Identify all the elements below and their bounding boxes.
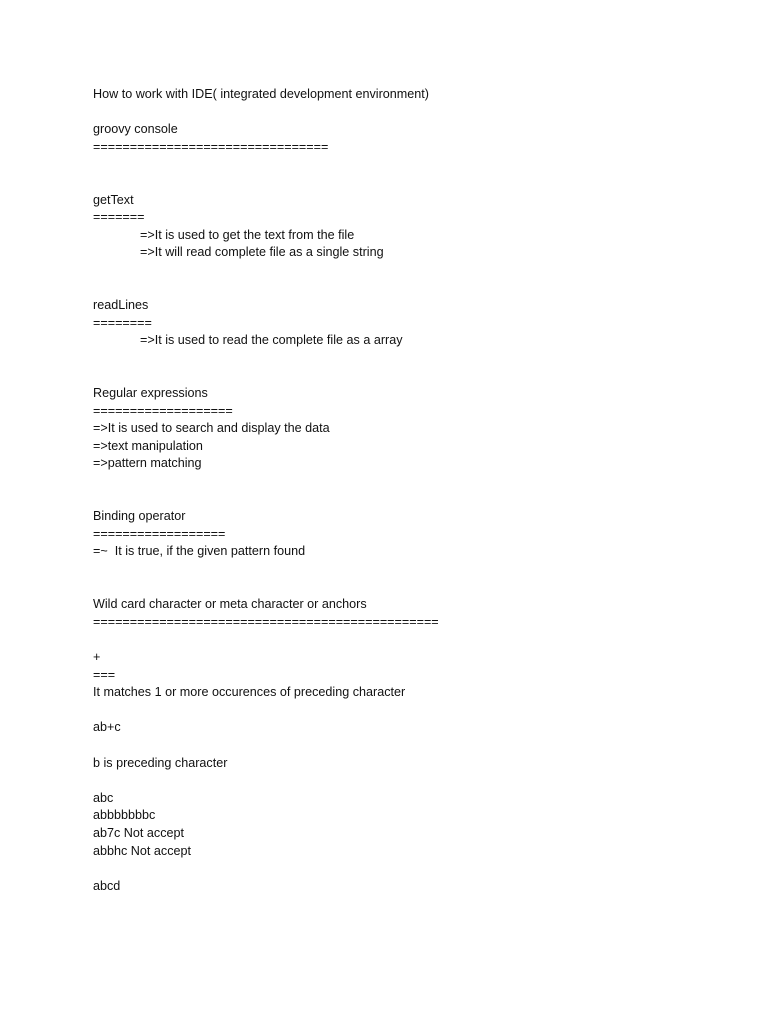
spacer [93,631,713,649]
plus-symbol: + [93,650,101,664]
plus-example: abbbbbbbc [93,808,156,823]
spacer [93,156,713,191]
wildcard-rule: =============================================== [93,614,439,629]
gettext-heading: getText [93,192,134,207]
document-title: How to work with IDE( integrated development environment) [93,87,429,101]
regex-point: =>text manipulation [93,438,203,453]
spacer [93,473,713,508]
spacer [93,262,713,297]
spacer [93,860,713,878]
binding-description: =~ It is true, if the given pattern found [93,544,306,559]
readlines-heading: readLines [93,298,149,313]
regex-heading: Regular expressions [93,386,208,401]
gettext-rule: ======= [93,210,145,225]
plus-rule: === [93,667,116,682]
plus-pattern: ab+c [93,720,121,735]
plus-example: abbhc Not accept [93,843,192,858]
spacer [93,561,713,596]
document-body [93,86,713,895]
regex-point: =>It is used to search and display the data [93,421,330,436]
gettext-point: =>It is used to get the text from the file [140,227,355,242]
groovy-console-heading: groovy console [93,122,178,137]
gettext-point: =>It will read complete file as a single string [140,245,384,260]
spacer [93,702,713,720]
binding-heading: Binding operator [93,509,186,524]
regex-rule: =================== [93,403,233,418]
plus-description: It matches 1 or more occurences of preceding character [93,685,406,700]
binding-rule: ================== [93,526,226,541]
plus-example: ab7c Not accept [93,825,185,840]
plus-note: b is preceding character [93,755,228,770]
plus-example: abc [93,790,114,805]
readlines-point: =>It is used to read the complete file as a array [140,333,403,348]
groovy-console-rule: ================================ [93,139,329,154]
wildcard-heading: Wild card character or meta character or anchors [93,597,367,612]
readlines-rule: ======== [93,315,152,330]
spacer [93,737,713,755]
plus-last-example: abcd [93,878,121,893]
spacer [93,104,713,122]
spacer [93,772,713,790]
regex-point: =>pattern matching [93,456,202,471]
spacer [93,350,713,385]
